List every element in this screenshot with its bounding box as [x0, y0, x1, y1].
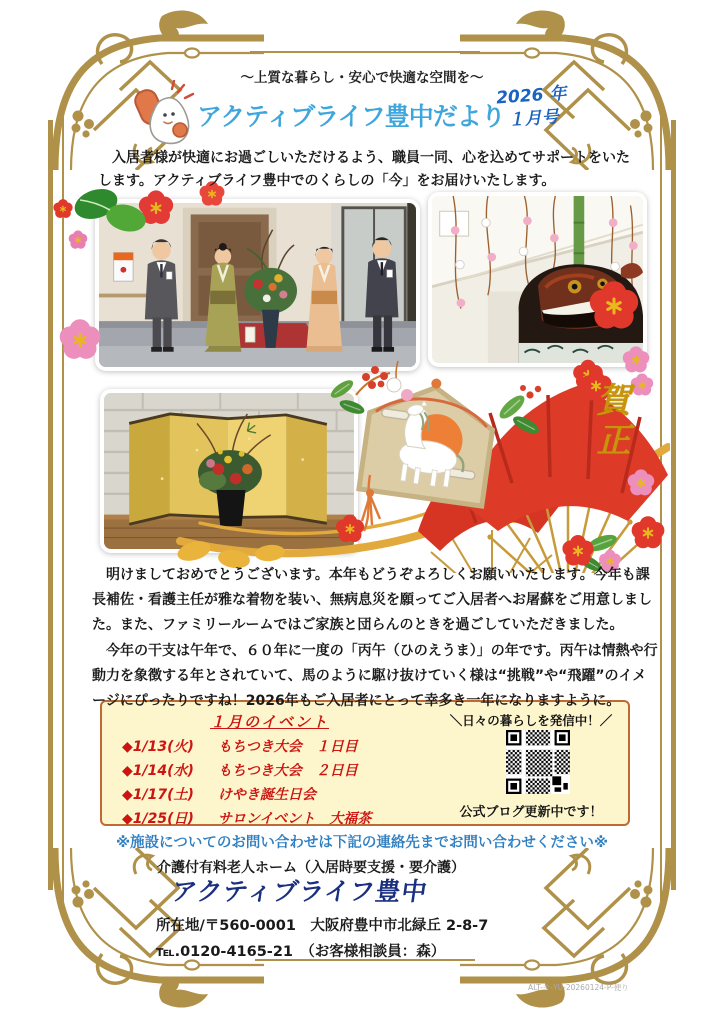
tagline: ～上質な暮らし・安心で快適な空間を～: [240, 70, 484, 86]
event-date: ◆1/14(水): [122, 763, 194, 779]
frame-left-outer-line: [48, 120, 53, 890]
body-paragraphs: [92, 563, 674, 714]
issue-date: [495, 83, 568, 134]
facility-phone: ℡.0120-4165-21 （お客様相談員：森）: [156, 944, 446, 960]
intro-paragraph: [98, 147, 643, 192]
facility-address: 所在地/〒560-0001 大阪府豊中市北緑丘 2-8-7: [156, 918, 489, 934]
blog-caption-top: ＼日々の暮らしを発信中！／: [449, 713, 613, 728]
facility-type: 介護付有料老人ホーム（入居時要支援・要介護）: [157, 860, 465, 876]
event-name: もちつき大会 ２日目: [217, 763, 358, 779]
frame-top-line: [250, 51, 480, 53]
event-date: ◆1/13(火): [122, 739, 194, 755]
body-line: 動力を象徴する年とされていて、馬のように駆け抜けていく様は“挑戦”や“飛躍”のイメ: [92, 667, 647, 684]
issue-month: １月号: [507, 107, 560, 131]
plum-blossom-icon: [50, 196, 76, 222]
ema-tablet-icon: [359, 370, 498, 506]
contact-notice: ※施設についてのお問い合わせは下記の連絡先までお問い合わせください※: [116, 835, 608, 851]
event-name: けやき誕生日会: [217, 787, 316, 803]
event-row: [122, 784, 316, 804]
event-row: [122, 736, 358, 756]
kusudama-icon: [387, 361, 413, 401]
event-name: もちつき大会 １日目: [217, 739, 358, 755]
frame-right-outer-line: [671, 120, 676, 890]
document-code: ALT-チ-YU-20260124-P-便り: [528, 983, 629, 992]
newsletter-title: アクティブライフ豊中だより: [197, 102, 505, 131]
body-line: 今年の干支は午年で、６０年に一度の「丙午（ひのえうま）」の年です。丙午は情熱や行: [92, 642, 658, 659]
qr-code: [506, 730, 570, 794]
event-name: サロンイベント 大福茶: [217, 811, 372, 827]
gasho-greeting: 賀正: [590, 382, 630, 462]
facility-logo: アクティブライフ豊中: [169, 877, 430, 906]
plum-blossom-icon: [54, 314, 106, 366]
issue-year: 2026 年: [495, 83, 568, 109]
body-line: 長補佐・看護主任が雅な着物を装い、無病息災を願ってご入居者へお屠蘇をご用意しまし: [92, 592, 652, 609]
horse-mascot-icon: [134, 80, 200, 150]
intro-line: します。アクティブライフ豊中でのくらしの「今」をお届けいたします。: [98, 172, 556, 189]
blog-caption-bottom: 公式ブログ更新中です！: [459, 805, 603, 820]
body-line: 明けましておめでとうございます。本年もどうぞよろしくお願いいたします。今年も課: [92, 567, 650, 583]
event-row: [122, 808, 371, 828]
event-schedule-box: [100, 700, 630, 826]
body-line: ージにぴったりですね！2026年もご入居者にとって幸多き一年になりますように。: [92, 692, 621, 709]
frame-ornament-top-right: [460, 4, 682, 170]
body-line: た。また、ファミリールームではご家族と団らんのときを過ごしていただきました。: [92, 617, 624, 634]
event-row: [122, 760, 358, 780]
event-date: ◆1/25(日): [122, 811, 194, 827]
event-date: ◆1/17(土): [122, 787, 194, 803]
event-box-title: １月のイベント: [209, 713, 329, 731]
intro-line: 入居者様が快適にお過ごしいただけるよう、職員一同、心を込めてサポートをいた: [98, 150, 630, 166]
